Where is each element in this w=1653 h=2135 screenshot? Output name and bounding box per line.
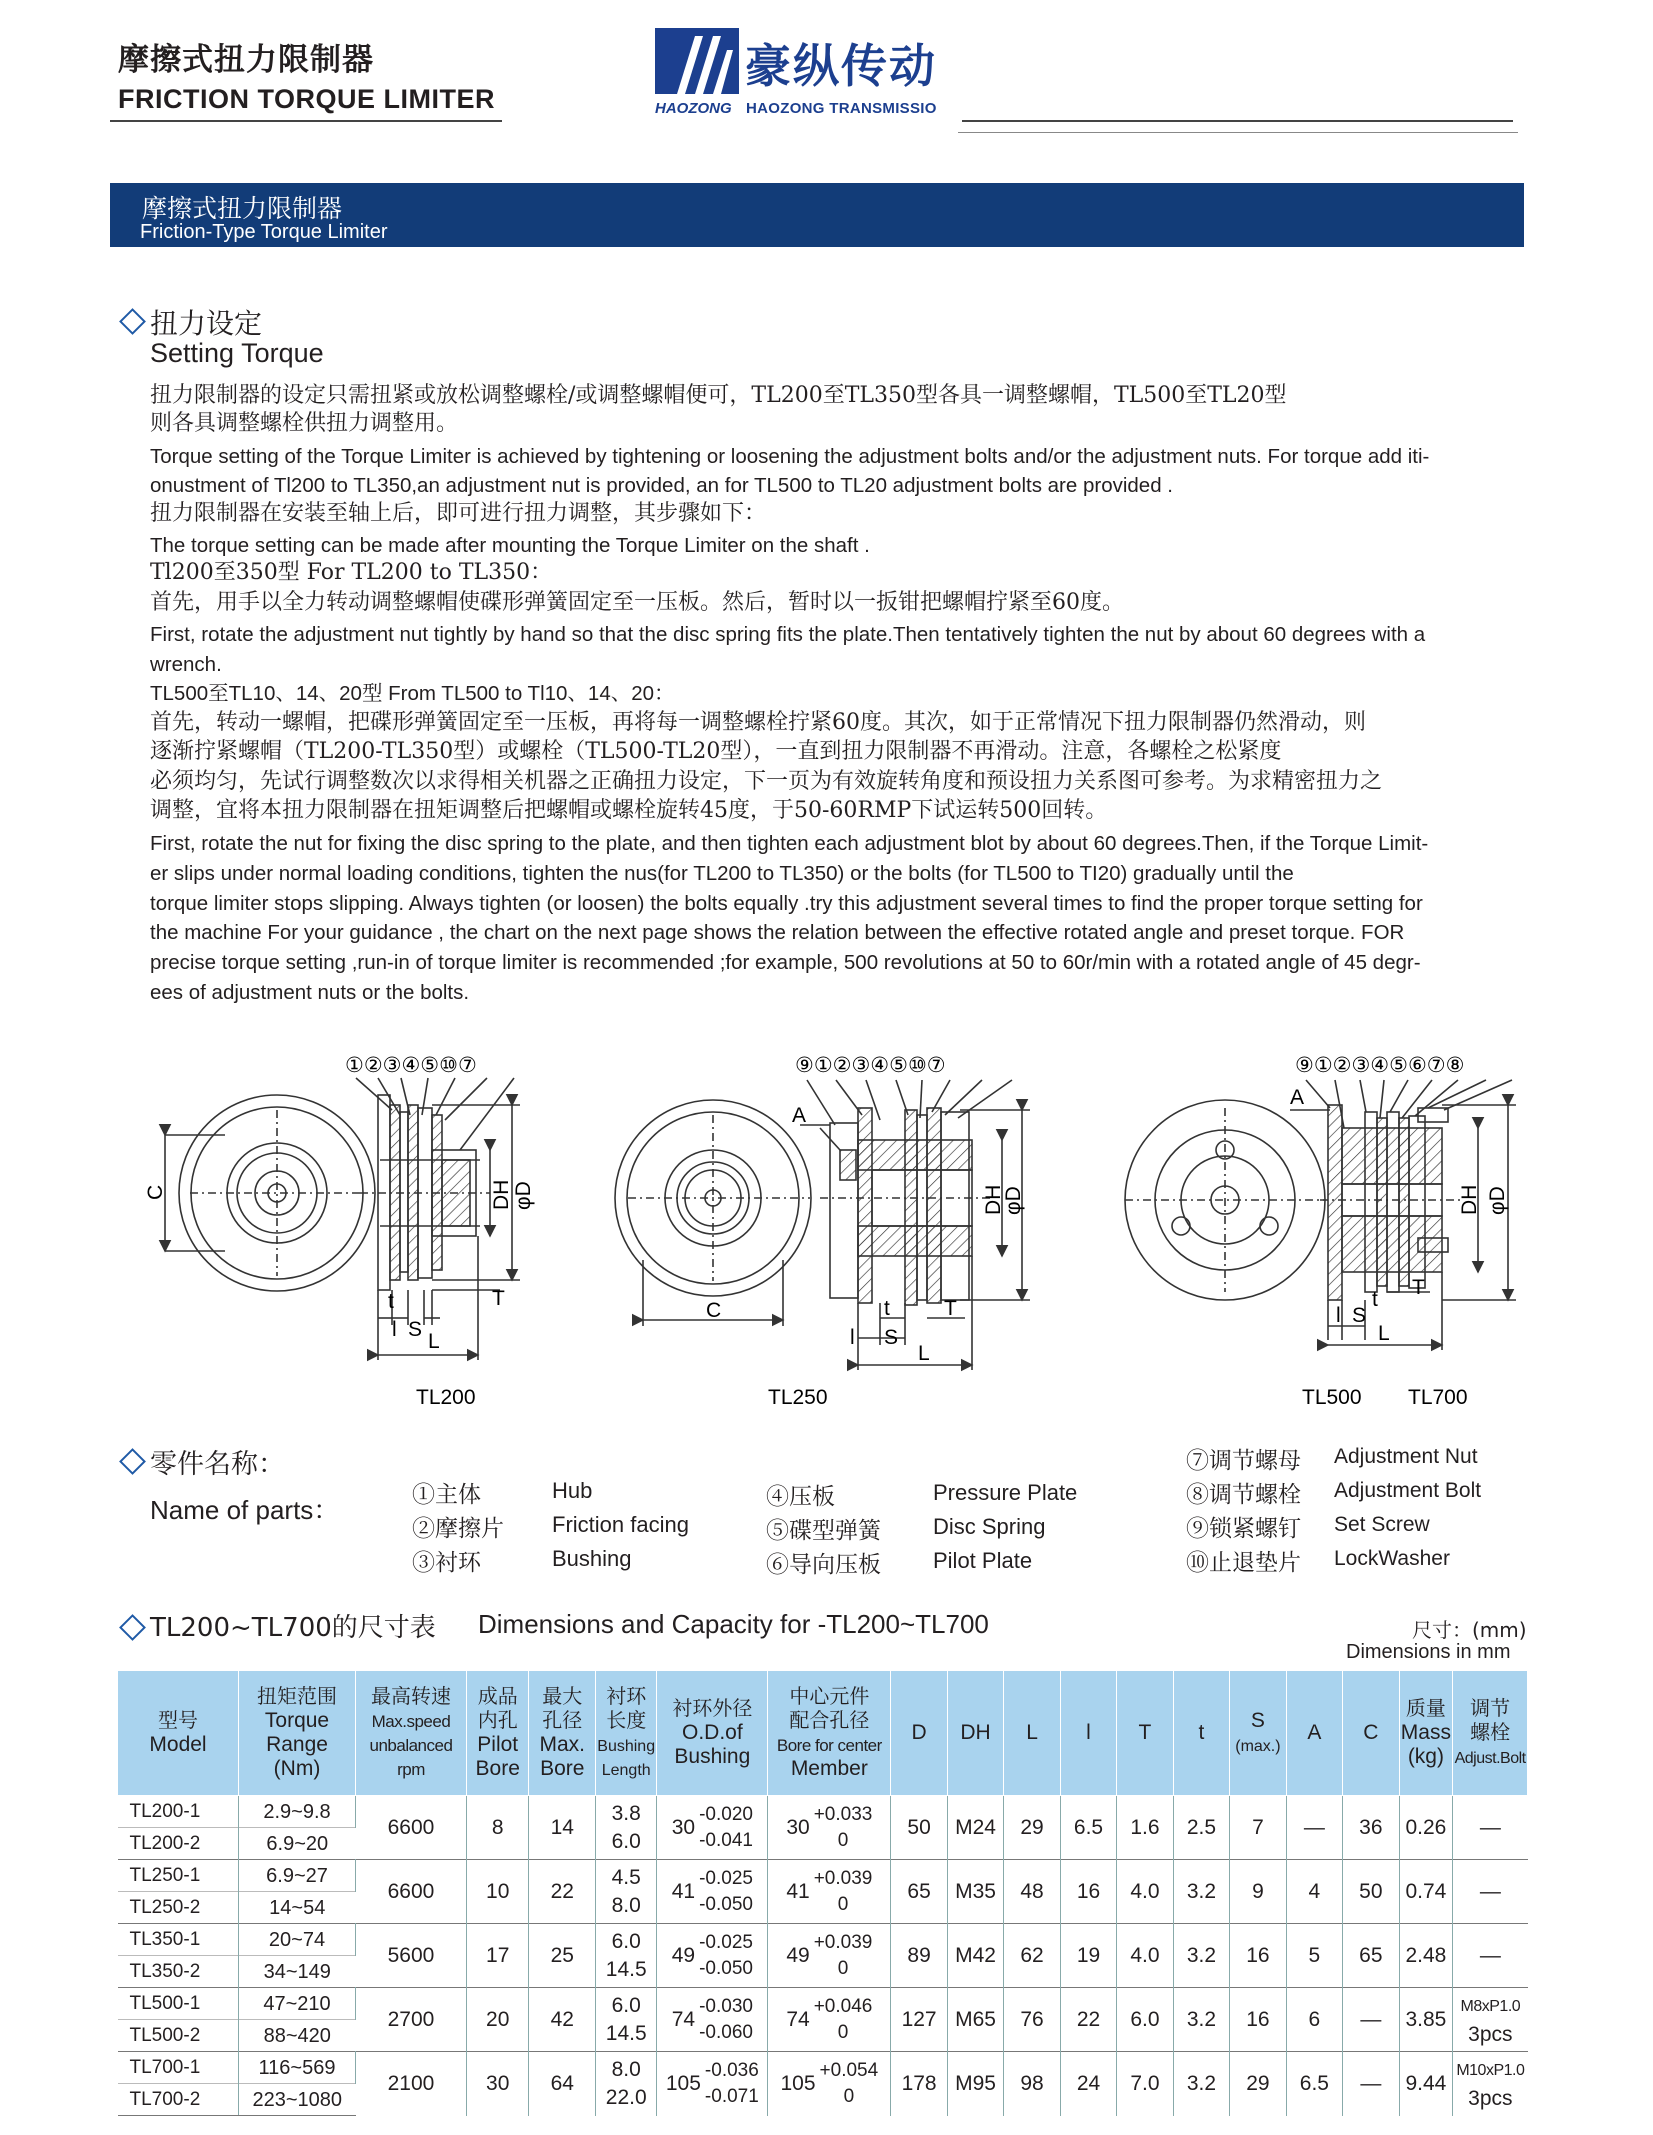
parts-heading-en: Name of parts： bbox=[150, 1495, 340, 1525]
cell-adjust-bolt bbox=[1453, 1796, 1528, 1860]
cell-C: 36 bbox=[1343, 1796, 1399, 1860]
cell-model: TL700-2 bbox=[118, 2084, 239, 2116]
cell-value: 0 bbox=[837, 1893, 849, 1915]
setting-line: First, rotate the nut for fixing the disc spring to the plate, and then tighten each adjustment blot by about 60 degrees.Then, if the Torque Limit- bbox=[150, 832, 1429, 855]
cell-DH: M65 bbox=[947, 1988, 1003, 2052]
cell-pilot: 8 bbox=[466, 1796, 529, 1860]
th-max-bore: 最大 孔径 Max. Bore bbox=[529, 1671, 596, 1796]
setting-line: 扭力限制器的设定只需扭紧或放松调整螺栓/或调整螺帽便可，TL200至TL350型各具一调整螺帽，TL500至TL20型 bbox=[150, 383, 1287, 408]
logo-mark-icon bbox=[655, 28, 739, 98]
cell-center-bore bbox=[768, 1796, 891, 1860]
header-rule-right-thin bbox=[958, 132, 1518, 133]
cell-value: 0 bbox=[843, 2085, 855, 2107]
th-center-bore: 中心元件 配合孔径 Bore for center Member bbox=[768, 1671, 891, 1796]
cell-value: 49 bbox=[786, 1944, 810, 1967]
cell-S: 9 bbox=[1230, 1860, 1286, 1924]
cell-value: -0.071 bbox=[704, 2085, 759, 2107]
cell-DH: M42 bbox=[947, 1924, 1003, 1988]
setting-line: ees of adjustment nuts or the bolts. bbox=[150, 981, 470, 1004]
part-item-cn: ①主体 bbox=[412, 1482, 481, 1508]
setting-line: precise torque setting ,run-in of torque limiter is recommended ;for example, 500 revolutions at 50 to 60r/min with a rotated angle of 45 degr- bbox=[150, 951, 1421, 974]
cell-value: 0 bbox=[837, 1957, 849, 1979]
cell-S: 16 bbox=[1230, 1988, 1286, 2052]
part-item-cn: ⑤碟型弹簧 bbox=[766, 1518, 881, 1544]
th-A: A bbox=[1286, 1671, 1342, 1796]
cell-bushing-length bbox=[596, 2052, 657, 2116]
cell-value: -0.020 bbox=[699, 1803, 753, 1825]
cell-torque: 88~420 bbox=[239, 2020, 356, 2052]
part-item-en: Bushing bbox=[552, 1546, 632, 1571]
cell-torque: 116~569 bbox=[239, 2052, 356, 2084]
cell-pilot: 20 bbox=[466, 1988, 529, 2052]
cell-D: 65 bbox=[891, 1860, 947, 1924]
logo-text-en: HAOZONG TRANSMISSIO bbox=[746, 100, 937, 117]
cell-L: 29 bbox=[1004, 1796, 1060, 1860]
cell-DH: M35 bbox=[947, 1860, 1003, 1924]
table-row bbox=[118, 2052, 1528, 2084]
table-row bbox=[118, 1924, 1528, 1956]
th-mass: 质量 Mass (kg) bbox=[1399, 1671, 1453, 1796]
cell-value: 105 bbox=[665, 2072, 701, 2096]
setting-heading-cn: 扭力设定 bbox=[150, 307, 263, 340]
cell-l: 19 bbox=[1060, 1924, 1116, 1988]
drawing-tl250-numbers: ⑨①②③④⑤⑩⑦ bbox=[795, 1054, 946, 1077]
cell-A: 6 bbox=[1286, 1988, 1342, 2052]
part-item-en: Pilot Plate bbox=[933, 1548, 1033, 1573]
th-T: T bbox=[1117, 1671, 1173, 1796]
cell-value: 22.0 bbox=[605, 2085, 647, 2109]
cell-value: 0 bbox=[837, 2021, 849, 2043]
th-l: l bbox=[1060, 1671, 1116, 1796]
part-item-cn: ⑦调节螺母 bbox=[1186, 1448, 1301, 1474]
cell-torque: 14~54 bbox=[239, 1892, 356, 1924]
cell-model: TL500-2 bbox=[118, 2020, 239, 2052]
cell-value: M8xP1.0 bbox=[1460, 1998, 1521, 2016]
cell-t: 3.2 bbox=[1173, 2052, 1229, 2116]
dim-label: φD bbox=[512, 1181, 535, 1210]
part-item-en: Set Screw bbox=[1334, 1513, 1430, 1536]
cell-mass: 3.85 bbox=[1399, 1988, 1453, 2052]
dim-label: φD bbox=[1486, 1186, 1509, 1215]
cell-model: TL250-2 bbox=[118, 1892, 239, 1924]
part-item-en: Disc Spring bbox=[933, 1514, 1046, 1539]
cell-bushing-length bbox=[596, 1924, 657, 1988]
logo-text-cn: 豪纵传动 bbox=[745, 39, 937, 93]
cell-torque: 34~149 bbox=[239, 1956, 356, 1988]
cell-value: -0.050 bbox=[699, 1957, 753, 1979]
dim-label: T bbox=[1412, 1276, 1425, 1299]
dim-label: l bbox=[1336, 1304, 1341, 1327]
th-bushing-od: 衬环外径 O.D.of Bushing bbox=[657, 1671, 768, 1796]
cell-center-bore bbox=[768, 2052, 891, 2116]
cell-value: -0.060 bbox=[699, 2021, 753, 2043]
part-item-cn: ④压板 bbox=[766, 1484, 835, 1510]
cell-D: 50 bbox=[891, 1796, 947, 1860]
cell-maxbore: 25 bbox=[529, 1924, 596, 1988]
technical-drawings bbox=[0, 1040, 1653, 1430]
part-item-en: Friction facing bbox=[552, 1512, 689, 1537]
setting-line: 首先，用手以全力转动调整螺帽使碟形弹簧固定至一压板。然后，暂时以一扳钳把螺帽拧紧至60度。 bbox=[150, 590, 1124, 615]
dim-label: φD bbox=[1002, 1186, 1025, 1215]
setting-heading-en: Setting Torque bbox=[150, 338, 324, 368]
cell-center-bore bbox=[768, 1924, 891, 1988]
cell-DH: M95 bbox=[947, 2052, 1003, 2116]
section-diamond-icon bbox=[119, 1614, 146, 1641]
cell-speed: 6600 bbox=[356, 1796, 467, 1860]
dim-label: A bbox=[792, 1104, 807, 1127]
cell-value: 74 bbox=[671, 2008, 696, 2031]
header-rule-left bbox=[110, 120, 502, 122]
cell-value: -0.025 bbox=[699, 1867, 753, 1889]
cell-pilot: 30 bbox=[466, 2052, 529, 2116]
cell-pilot: 17 bbox=[466, 1924, 529, 1988]
setting-line: the machine For your guidance , the chart on the next page shows the relation between the effective rotated angle and preset torque. FOR bbox=[150, 921, 1405, 944]
cell-value: 8.0 bbox=[611, 1893, 641, 1917]
cell-model: TL350-1 bbox=[118, 1924, 239, 1956]
table-unit-en: Dimensions in mm bbox=[1346, 1641, 1511, 1663]
parts-heading-cn: 零件名称： bbox=[150, 1449, 285, 1480]
dim-label: t bbox=[1372, 1288, 1378, 1311]
setting-line: torque limiter stops slipping. Always tighten (or loosen) the bolts equally .try this adjustment several times to find the proper torque setting for bbox=[150, 892, 1423, 915]
dim-label: S bbox=[884, 1326, 899, 1349]
cell-torque: 20~74 bbox=[239, 1924, 356, 1956]
th-pilot-bore: 成品 内孔 Pilot Bore bbox=[466, 1671, 529, 1796]
cell-C: 65 bbox=[1343, 1924, 1399, 1988]
cell-value: -0.050 bbox=[699, 1893, 753, 1915]
dim-label: l bbox=[850, 1326, 855, 1349]
dim-label: C bbox=[144, 1184, 167, 1200]
drawing-tl500-numbers: ⑨①②③④⑤⑥⑦⑧ bbox=[1295, 1054, 1465, 1077]
dim-label: T bbox=[492, 1287, 505, 1310]
cell-value: 4.5 bbox=[611, 1866, 641, 1890]
cell-l: 22 bbox=[1060, 1988, 1116, 2052]
header-title-en: FRICTION TORQUE LIMITER bbox=[118, 84, 495, 114]
cell-bushing-od bbox=[657, 2052, 768, 2116]
cell-model: TL700-1 bbox=[118, 2052, 239, 2084]
setting-line: First, rotate the adjustment nut tightly by hand so that the disc spring fits the plate.Then tentatively tighten the nut by about 60 degrees with a bbox=[150, 623, 1426, 646]
cell-torque: 2.9~9.8 bbox=[239, 1796, 356, 1828]
table-heading-en: Dimensions and Capacity for -TL200~TL700 bbox=[478, 1609, 989, 1639]
cell-adjust-bolt bbox=[1453, 1924, 1528, 1988]
dim-label: DH bbox=[490, 1179, 513, 1210]
cell-center-bore bbox=[768, 1988, 891, 2052]
cell-t: 3.2 bbox=[1173, 1860, 1229, 1924]
setting-line: onustment of Tl200 to TL350,an adjustment nut is provided, an for TL500 to TL20 adjustment bolts are provided . bbox=[150, 474, 1173, 497]
dim-label: S bbox=[1352, 1304, 1367, 1327]
cell-t: 3.2 bbox=[1173, 1988, 1229, 2052]
cell-T: 6.0 bbox=[1117, 1988, 1173, 2052]
cell-speed: 2100 bbox=[356, 2052, 467, 2116]
cell-maxbore: 22 bbox=[529, 1860, 596, 1924]
cell-value: 3pcs bbox=[1468, 2022, 1513, 2046]
cell-A: 4 bbox=[1286, 1860, 1342, 1924]
cell-model: TL250-1 bbox=[118, 1860, 239, 1892]
cell-L: 62 bbox=[1004, 1924, 1060, 1988]
section-diamond-icon bbox=[119, 308, 146, 335]
dim-label: L bbox=[1378, 1322, 1390, 1345]
cell-model: TL350-2 bbox=[118, 1956, 239, 1988]
setting-line: 扭力限制器在安装至轴上后，即可进行扭力调整，其步骤如下： bbox=[150, 501, 767, 526]
part-item-en: Adjustment Bolt bbox=[1334, 1479, 1482, 1502]
logo-text-en-italic: HAOZONG bbox=[655, 100, 732, 117]
cell-torque: 223~1080 bbox=[239, 2084, 356, 2116]
th-speed: 最高转速 Max.speed unbalanced rpm bbox=[356, 1671, 467, 1796]
setting-line: Torque setting of the Torque Limiter is achieved by tightening or loosening the adjustment bolts and/or the adjustment nuts. For torque add iti- bbox=[150, 445, 1430, 468]
cell-value: -0.036 bbox=[704, 2060, 759, 2082]
dim-label: T bbox=[944, 1297, 957, 1320]
table-row bbox=[118, 1860, 1528, 1892]
dim-label: L bbox=[428, 1330, 440, 1353]
cell-value: 6.0 bbox=[611, 1930, 641, 1954]
part-item-cn: ⑩止退垫片 bbox=[1186, 1550, 1301, 1576]
cell-C: 50 bbox=[1343, 1860, 1399, 1924]
cell-model: TL200-2 bbox=[118, 1828, 239, 1860]
cell-A: 5 bbox=[1286, 1924, 1342, 1988]
cell-value: 0 bbox=[837, 1829, 849, 1851]
cell-value: — bbox=[1479, 1944, 1501, 1967]
cell-value: +0.046 bbox=[813, 1995, 873, 2017]
cell-bushing-length bbox=[596, 1796, 657, 1860]
cell-value: 6.0 bbox=[611, 1994, 641, 2018]
cell-value: 30 bbox=[671, 1816, 696, 1839]
table-row bbox=[118, 1796, 1528, 1828]
cell-center-bore bbox=[768, 1860, 891, 1924]
cell-mass: 2.48 bbox=[1399, 1924, 1453, 1988]
cell-value: 3.8 bbox=[611, 1802, 641, 1826]
cell-C: — bbox=[1343, 1988, 1399, 2052]
part-item-cn: ⑥导向压板 bbox=[766, 1552, 881, 1578]
cell-torque: 6.9~27 bbox=[239, 1860, 356, 1892]
cell-adjust-bolt bbox=[1453, 1988, 1528, 2052]
setting-line: The torque setting can be made after mounting the Torque Limiter on the shaft . bbox=[150, 534, 870, 557]
dim-label: DH bbox=[1458, 1184, 1481, 1215]
cell-value: 3pcs bbox=[1468, 2086, 1513, 2110]
header-rule-right bbox=[962, 120, 1513, 122]
cell-S: 29 bbox=[1230, 2052, 1286, 2116]
setting-line: er slips under normal loading conditions, tighten the nus(for TL200 to TL350) or the bolts (for TL500 to TI20) gradually until the bbox=[150, 862, 1294, 885]
setting-line: 调整，宜将本扭力限制器在扭矩调整后把螺帽或螺栓旋转45度，于50-60RMP下试运转500回转。 bbox=[150, 798, 1108, 823]
dim-label: t bbox=[884, 1297, 890, 1320]
table-body bbox=[118, 1796, 1528, 2116]
cell-speed: 2700 bbox=[356, 1988, 467, 2052]
cell-T: 7.0 bbox=[1117, 2052, 1173, 2116]
cell-t: 2.5 bbox=[1173, 1796, 1229, 1860]
cell-model: TL200-1 bbox=[118, 1796, 239, 1828]
cell-L: 76 bbox=[1004, 1988, 1060, 2052]
dim-label: l bbox=[392, 1318, 397, 1341]
dim-label: t bbox=[388, 1290, 394, 1313]
banner-title-en: Friction-Type Torque Limiter bbox=[140, 221, 388, 243]
cell-value: 41 bbox=[786, 1880, 810, 1903]
cell-bushing-length bbox=[596, 1860, 657, 1924]
banner-title-cn: 摩擦式扭力限制器 bbox=[142, 194, 343, 223]
cell-value: -0.041 bbox=[699, 1829, 753, 1851]
cell-S: 7 bbox=[1230, 1796, 1286, 1860]
th-L: L bbox=[1004, 1671, 1060, 1796]
dim-label: A bbox=[1290, 1086, 1305, 1109]
th-D: D bbox=[891, 1671, 947, 1796]
cell-speed: 6600 bbox=[356, 1860, 467, 1924]
cell-bushing-od bbox=[657, 1796, 768, 1860]
th-C: C bbox=[1343, 1671, 1399, 1796]
cell-value: 14.5 bbox=[605, 2021, 647, 2045]
cell-bushing-length bbox=[596, 1988, 657, 2052]
cell-maxbore: 64 bbox=[529, 2052, 596, 2116]
cell-l: 24 bbox=[1060, 2052, 1116, 2116]
part-item-en: LockWasher bbox=[1334, 1547, 1450, 1570]
cell-torque: 47~210 bbox=[239, 1988, 356, 2020]
table-heading-cn: TL200~TL700的尺寸表 bbox=[150, 1613, 436, 1643]
part-item-en: Hub bbox=[552, 1478, 593, 1503]
th-torque: 扭矩范围 Torque Range (Nm) bbox=[239, 1671, 356, 1796]
cell-DH: M24 bbox=[947, 1796, 1003, 1860]
cell-value: -0.025 bbox=[699, 1931, 753, 1953]
cell-adjust-bolt bbox=[1453, 1860, 1528, 1924]
cell-value: 8.0 bbox=[611, 2058, 641, 2082]
cell-value: 41 bbox=[671, 1880, 696, 1903]
th-DH: DH bbox=[947, 1671, 1003, 1796]
cell-bushing-od bbox=[657, 1988, 768, 2052]
cell-value: 105 bbox=[780, 2072, 816, 2096]
setting-line: TL500至TL10、14、20型 From TL500 to Tl10、14、20： bbox=[150, 682, 675, 705]
cell-t: 3.2 bbox=[1173, 1924, 1229, 1988]
cell-adjust-bolt bbox=[1453, 2052, 1528, 2116]
cell-D: 89 bbox=[891, 1924, 947, 1988]
cell-value: — bbox=[1479, 1880, 1501, 1903]
th-S: S (max.) bbox=[1230, 1671, 1286, 1796]
cell-bushing-od bbox=[657, 1860, 768, 1924]
th-bushing-length: 衬环 长度 Bushing Length bbox=[596, 1671, 657, 1796]
cell-value: -0.030 bbox=[699, 1995, 753, 2017]
cell-D: 127 bbox=[891, 1988, 947, 2052]
cell-T: 4.0 bbox=[1117, 1924, 1173, 1988]
cell-speed: 5600 bbox=[356, 1924, 467, 1988]
cell-value: — bbox=[1479, 1816, 1501, 1839]
drawing-tl200 bbox=[165, 1078, 520, 1360]
section-banner bbox=[110, 183, 1524, 247]
cell-value: 49 bbox=[671, 1944, 696, 1967]
cell-value: 74 bbox=[786, 2008, 810, 2031]
cell-value: +0.054 bbox=[819, 2060, 879, 2082]
cell-model: TL500-1 bbox=[118, 1988, 239, 2020]
part-item-cn: ⑧调节螺栓 bbox=[1186, 1482, 1301, 1508]
cell-value: M10xP1.0 bbox=[1456, 2062, 1525, 2080]
cell-value: 30 bbox=[786, 1816, 810, 1839]
cell-mass: 0.26 bbox=[1399, 1796, 1453, 1860]
drawing-tl250-model: TL250 bbox=[768, 1386, 828, 1409]
part-item-cn: ⑨锁紧螺钉 bbox=[1186, 1516, 1301, 1542]
dim-label: L bbox=[918, 1342, 930, 1365]
cell-D: 178 bbox=[891, 2052, 947, 2116]
drawing-tl500-model: TL500 bbox=[1302, 1386, 1362, 1409]
th-model: 型号 Model bbox=[118, 1671, 239, 1796]
section-diamond-icon bbox=[119, 1448, 146, 1475]
cell-value: +0.033 bbox=[813, 1803, 873, 1825]
cell-bushing-od bbox=[657, 1924, 768, 1988]
cell-C: — bbox=[1343, 2052, 1399, 2116]
cell-A: — bbox=[1286, 1796, 1342, 1860]
part-item-cn: ③衬环 bbox=[412, 1550, 481, 1576]
dim-label: C bbox=[706, 1299, 722, 1322]
cell-value: +0.039 bbox=[813, 1931, 873, 1953]
setting-line: 则各具调整螺栓供扭力调整用。 bbox=[150, 411, 459, 436]
part-item-en: Adjustment Nut bbox=[1334, 1445, 1478, 1468]
cell-T: 4.0 bbox=[1117, 1860, 1173, 1924]
table-unit-cn: 尺寸：(mm) bbox=[1412, 1618, 1527, 1642]
th-adjust-bolt: 调节 螺栓 Adjust.Bolt bbox=[1453, 1671, 1528, 1796]
drawing-tl700-model: TL700 bbox=[1408, 1386, 1468, 1409]
table-row bbox=[118, 1988, 1528, 2020]
cell-L: 98 bbox=[1004, 2052, 1060, 2116]
cell-value: +0.039 bbox=[813, 1867, 873, 1889]
table-header-row bbox=[118, 1671, 1528, 1796]
drawing-tl200-numbers: ①②③④⑤⑩⑦ bbox=[345, 1054, 477, 1077]
setting-line: Tl200至350型 For TL200 to TL350： bbox=[150, 560, 553, 585]
cell-S: 16 bbox=[1230, 1924, 1286, 1988]
cell-pilot: 10 bbox=[466, 1860, 529, 1924]
cell-torque: 6.9~20 bbox=[239, 1828, 356, 1860]
dimensions-table bbox=[117, 1670, 1528, 2116]
drawing-tl250 bbox=[615, 1080, 1030, 1370]
cell-L: 48 bbox=[1004, 1860, 1060, 1924]
part-item-cn: ②摩擦片 bbox=[412, 1516, 504, 1542]
cell-value: 14.5 bbox=[605, 1957, 647, 1981]
dim-label: DH bbox=[982, 1184, 1005, 1215]
setting-line: wrench. bbox=[150, 653, 222, 676]
dim-label: S bbox=[408, 1318, 423, 1341]
part-item-en: Pressure Plate bbox=[933, 1480, 1078, 1505]
cell-A: 6.5 bbox=[1286, 2052, 1342, 2116]
header-title-cn: 摩擦式扭力限制器 bbox=[118, 42, 374, 78]
cell-mass: 0.74 bbox=[1399, 1860, 1453, 1924]
th-t: t bbox=[1173, 1671, 1229, 1796]
cell-value: 6.0 bbox=[611, 1829, 641, 1853]
cell-maxbore: 42 bbox=[529, 1988, 596, 2052]
cell-l: 6.5 bbox=[1060, 1796, 1116, 1860]
setting-line: 逐渐拧紧螺帽（TL200-TL350型）或螺栓（TL500-TL20型），一直到扭力限制器不再滑动。注意，各螺栓之松紧度 bbox=[150, 739, 1282, 764]
cell-mass: 9.44 bbox=[1399, 2052, 1453, 2116]
drawing-tl200-model: TL200 bbox=[416, 1386, 476, 1409]
setting-line: 必须均匀，先试行调整数次以求得相关机器之正确扭力设定，下一页为有效旋转角度和预设扭力关系图可参考。为求精密扭力之 bbox=[150, 769, 1383, 794]
setting-line: 首先，转动一螺帽，把碟形弹簧固定至一压板，再将每一调整螺栓拧紧60度。其次，如于正常情况下扭力限制器仍然滑动，则 bbox=[150, 710, 1366, 735]
cell-l: 16 bbox=[1060, 1860, 1116, 1924]
cell-maxbore: 14 bbox=[529, 1796, 596, 1860]
cell-T: 1.6 bbox=[1117, 1796, 1173, 1860]
